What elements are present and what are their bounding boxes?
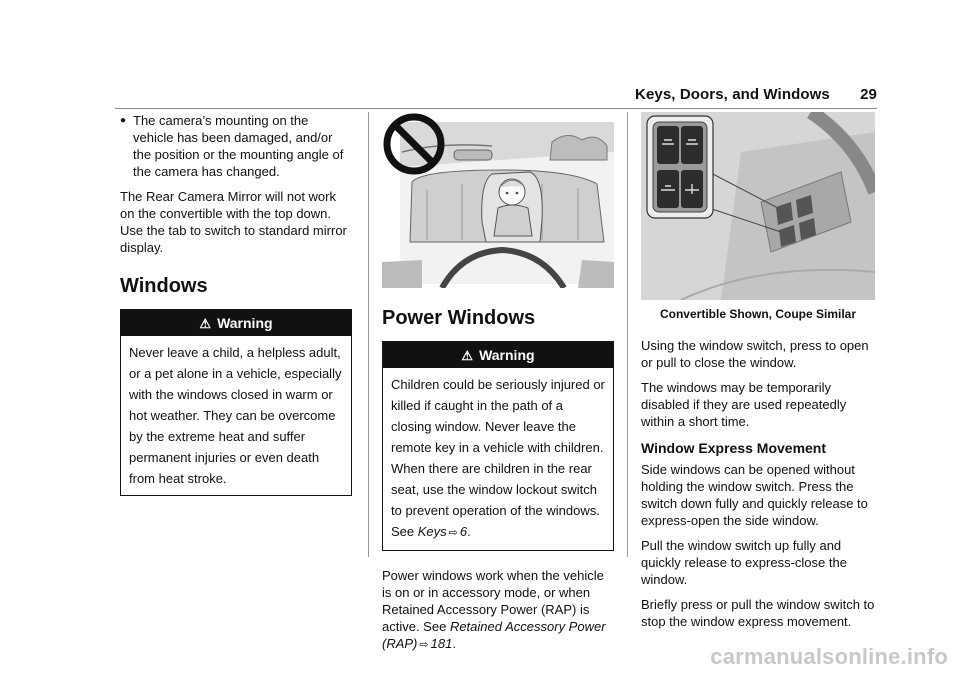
power-windows-heading: Power Windows xyxy=(382,307,536,329)
window-switch-illustration xyxy=(641,112,875,300)
warning-box xyxy=(120,309,352,496)
warning-title: Warning xyxy=(217,315,273,331)
stop-express-paragraph: Briefly press or pull the window switch to stop the window express movement. xyxy=(641,597,875,629)
reference-arrow-icon: ⇨ xyxy=(448,527,458,539)
bullet-item xyxy=(120,112,352,180)
keys-reference-link[interactable]: Keys xyxy=(417,524,447,539)
express-close-paragraph: Pull the window switch up fully and quickly release to express-close the window. xyxy=(641,538,847,587)
column-divider-2 xyxy=(627,112,628,557)
header-rule xyxy=(115,108,877,109)
section-title: Keys, Doors, and Windows xyxy=(635,86,830,103)
warning-header xyxy=(121,310,351,336)
reference-arrow-icon: ⇨ xyxy=(419,639,429,651)
warning-text: Never leave a child, a helpless adult, or a pet alone in a vehicle, especially with the windows closed in warm or hot weather. They can be overcome by the extreme heat and suffer permanent injuries or even death from heat stroke. xyxy=(129,345,342,486)
windows-heading: Windows xyxy=(120,275,208,297)
express-open-paragraph: Side windows can be opened without holding the window switch. Press the switch down fully and quickly release to express-open the side window. xyxy=(641,462,868,528)
keys-reference-page[interactable]: 6 xyxy=(459,524,468,539)
page-header xyxy=(635,86,877,103)
warning-title: Warning xyxy=(479,347,535,363)
column-3 xyxy=(641,112,875,638)
power-windows-paragraph: Power windows work when the vehicle is on or in accessory mode, or when Retained Accessory Power (RAP) is active. See Retained Accessory Power (RAP) ⇨ 181. xyxy=(382,568,606,651)
rap-reference-link[interactable]: Retained Accessory Power (RAP) xyxy=(382,619,606,651)
page-number: 29 xyxy=(860,86,877,103)
express-movement-heading: Window Express Movement xyxy=(641,440,827,456)
bullet-text: The camera’s mounting on the vehicle has been damaged, and/or the position or the mounting angle of the camera has changed. xyxy=(133,113,344,179)
bullet-icon: ● xyxy=(120,115,127,126)
column-divider-1 xyxy=(368,112,369,557)
warning-text: Children could be seriously injured or killed if caught in the path of a closing window. Never leave the remote key in a vehicle with children. When there are children in the rear seat, use the window lockout switch to prevent operation of the windows. See Keys ⇨ 6. xyxy=(391,377,605,539)
window-switch-paragraph: Using the window switch, press to open or pull to close the window. xyxy=(641,338,869,370)
warning-icon: ⚠ xyxy=(199,316,212,331)
column-1 xyxy=(120,112,352,508)
power-windows-warning-box xyxy=(382,341,614,551)
warning-icon: ⚠ xyxy=(461,348,474,363)
child-in-car-illustration xyxy=(382,112,614,288)
temporarily-disabled-paragraph: The windows may be temporarily disabled if they are used repeatedly within a short time. xyxy=(641,380,847,429)
column-2 xyxy=(382,112,614,662)
watermark: carmanualsonline.info xyxy=(710,644,948,669)
warning-header xyxy=(383,342,613,368)
rear-camera-note: The Rear Camera Mirror will not work on the convertible with the top down. Use the tab to switch to standard mirror display. xyxy=(120,189,347,255)
image-caption: Convertible Shown, Coupe Similar xyxy=(659,307,857,321)
rap-reference-page[interactable]: 181 xyxy=(430,636,453,651)
